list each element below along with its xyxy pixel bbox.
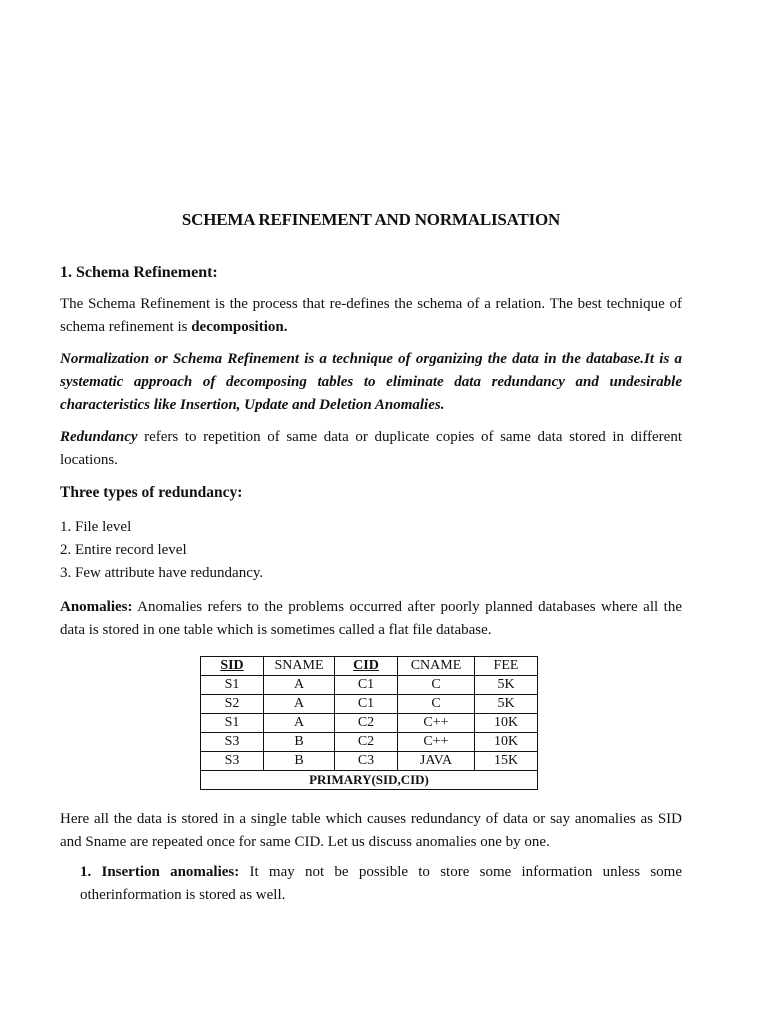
column-header-fee: FEE [475,657,538,676]
student-course-table [200,656,538,790]
table-row [201,695,538,714]
paragraph-redundancy [60,426,682,472]
table-cell: A [264,676,335,695]
table-cell: C1 [335,695,398,714]
table-row [201,676,538,695]
table-cell: C2 [335,714,398,733]
paragraph-text: refers to repetition of same data or duplicate copies of same data stored in different locations. [60,429,682,468]
list-item: 2. Entire record level [60,542,187,558]
table-cell: C [398,676,475,695]
table-cell: A [264,714,335,733]
table-cell: 10K [475,714,538,733]
table-cell: 5K [475,676,538,695]
redundancy-term: Redundancy [60,429,138,445]
table-cell: JAVA [398,752,475,771]
table-cell: B [264,752,335,771]
paragraph-single-table: Here all the data is stored in a single table which causes redundancy of data or say anomalies as SID and Sname are repeated once for same CID. Let us discuss anomalies one by one. [60,811,682,850]
anomalies-term: Anomalies: [60,599,133,615]
primary-key-note: PRIMARY(SID,CID) [201,771,538,790]
table-cell: A [264,695,335,714]
table-footer-row [201,771,538,790]
table-cell: C2 [335,733,398,752]
table-cell: S1 [201,676,264,695]
table-cell: B [264,733,335,752]
insertion-anomalies-term: 1. Insertion anomalies: [80,864,240,880]
redundancy-types-heading: Three types of redundancy: [60,484,243,501]
table-cell: C1 [335,676,398,695]
column-header-sid: SID [201,657,264,676]
table-row [201,714,538,733]
paragraph-text: It may not be possible to store some information unless some otherinformation is stored as well. [80,864,683,903]
table-cell: C [398,695,475,714]
table-cell: 5K [475,695,538,714]
table-cell: C++ [398,733,475,752]
paragraph-text: The Schema Refinement is the process that re-defines the schema of a relation. The best technique of schema refinement is [60,296,682,335]
paragraph-anomalies [60,596,682,642]
table-cell: C++ [398,714,475,733]
table-wrapper [60,656,682,790]
paragraph-insertion-anomalies [60,861,682,907]
table-cell: S2 [201,695,264,714]
table-cell: 15K [475,752,538,771]
table-header-row [201,657,538,676]
decomposition-term: decomposition. [191,319,288,335]
column-header-sname: SNAME [264,657,335,676]
paragraph-schema-refinement [60,293,682,339]
column-header-cname: CNAME [398,657,475,676]
column-header-cid: CID [335,657,398,676]
table-cell: S1 [201,714,264,733]
list-item: 3. Few attribute have redundancy. [60,565,264,581]
table-cell: S3 [201,733,264,752]
paragraph-text: Anomalies refers to the problems occurred after poorly planned databases where all the data is stored in one table which is sometimes called a flat file database. [60,599,682,638]
table-row [201,733,538,752]
page-title: SCHEMA REFINEMENT AND NORMALISATION [181,210,561,229]
table-cell: C3 [335,752,398,771]
redundancy-types-list [60,516,682,585]
page-content [60,208,682,916]
table-cell: 10K [475,733,538,752]
section-heading-schema-refinement: 1. Schema Refinement: [60,264,218,281]
paragraph-normalization: Normalization or Schema Refinement is a technique of organizing the data in the database.It is a systematic approach of decomposing tables to eliminate data redundancy and undesirable characteristics like Insertion, Update and Deletion Anomalies. [60,351,682,413]
table-cell: S3 [201,752,264,771]
list-item: 1. File level [60,519,132,535]
table-row [201,752,538,771]
